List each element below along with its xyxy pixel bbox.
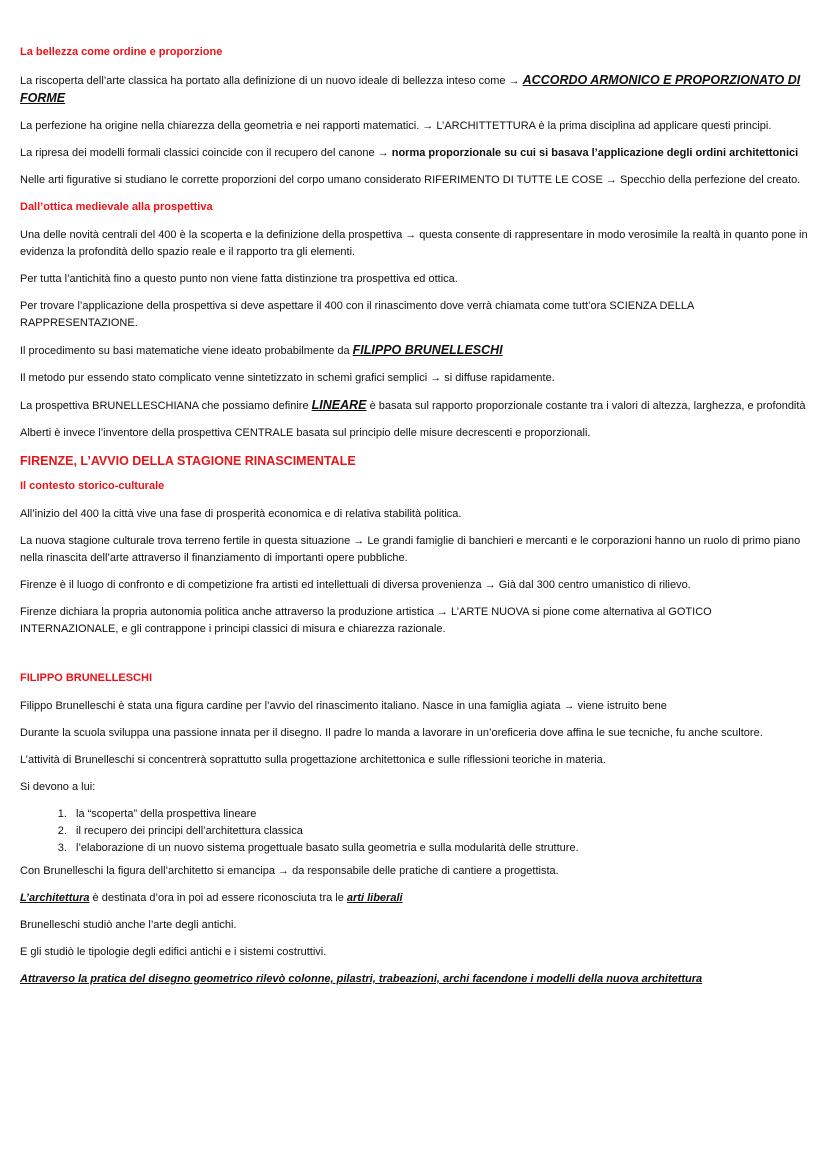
paragraph: Firenze è il luogo di confronto e di competizione fra artisti ed intellettuali di diversa provenienza → Già dal 300 centro umanistico di rilievo. [20,579,691,591]
emphasis-accordo: ACCORDO ARMONICO E PROPORZIONATO DI FORME [20,73,801,105]
paragraph: Una delle novità centrali del 400 è la scoperta e la definizione della prospettiva → questa consente di rappresentare in modo verosimile la realtà in quanto pone in evidenza la profondità dello spazio reale e il rapporto tra gli elementi. [20,229,808,258]
paragraph: Per trovare l’applicazione della prospettiva si deve aspettare il 400 con il rinascimento dove verrà chiamata come tutt’ora SCIENZA DELLA RAPPRESENTAZIONE. [20,300,694,329]
paragraph: Firenze dichiara la propria autonomia politica anche attraverso la produzione artistica → L’ARTE NUOVA si pione come alternativa al GOTICO INTERNAZIONALE, e gli contrappone i principi classici di misura e chiarezza razionale. [20,606,712,635]
paragraph: Brunelleschi studiò anche l’arte degli antichi. [20,919,237,931]
paragraph: Per tutta l’antichità fino a questo punto non viene fatta distinzione tra prospettiva ed ottica. [20,273,458,285]
paragraph: E gli studiò le tipologie degli edifici antichi e i sistemi costruttivi. [20,946,327,958]
subheading-contesto: Il contesto storico-culturale [20,480,165,492]
emphasis-architettura: L’architettura [20,892,90,904]
paragraph: La perfezione ha origine nella chiarezza della geometria e nei rapporti matematici. → L’ARCHITTETTURA è la prima disciplina ad applicare questi principi. [20,120,772,132]
paragraph: Nelle arti figurative si studiano le corrette proporzioni del corpo umano considerato RIFERIMENTO DI TUTTE LE COSE → Specchio della perfezione del creato. [20,174,801,186]
paragraph: L’attività di Brunelleschi si concentrerà soprattutto sulla progettazione architettonica e sulle riflessioni teoriche in materia. [20,754,606,766]
list-item: 1. la “scoperta” della prospettiva lineare [70,806,812,823]
document-page [20,44,812,998]
emphasis-lineare: LINEARE [311,398,367,412]
paragraph: Si devono a lui: [20,781,96,793]
paragraph: Durante la scuola sviluppa una passione innata per il disegno. Il padre lo manda a lavorare in un’oreficeria dove affina le sue tecniche, fu anche scultore. [20,727,763,739]
paragraph: La nuova stagione culturale trova terreno fertile in questa situazione → Le grandi famiglie di banchieri e mercanti e le corporazioni hanno un ruolo di primo piano nella rinascita dell’arte attraverso il finanziamento di importanti opere pubbliche. [20,535,801,564]
heading-firenze: FIRENZE, L’AVVIO DELLA STAGIONE RINASCIMENTALE [20,454,356,468]
emphasis-norma: norma proporzionale su cui si basava l’applicazione degli ordini architettonici [391,147,799,159]
paragraph: Con Brunelleschi la figura dell’architetto si emancipa → da responsabile delle pratiche di cantiere a progettista. [20,865,559,877]
spacer [20,648,812,670]
emphasis-brunelleschi: FILIPPO BRUNELLESCHI [352,343,503,357]
list-item: 2. il recupero dei principi dell’architettura classica [70,823,812,840]
list-item: 3. l’elaborazione di un nuovo sistema progettuale basato sulla geometria e sulla modularità delle strutture. [70,840,812,857]
paragraph: La ripresa dei modelli formali classici coincide con il recupero del canone → norma proporzionale su cui si basava l’applicazione degli ordini architettonici [20,147,799,159]
paragraph: Il metodo pur essendo stato complicato venne sintetizzato in schemi grafici semplici → si diffuse rapidamente. [20,372,555,384]
paragraph: Filippo Brunelleschi è stata una figura cardine per l’avvio del rinascimento italiano. Nasce in una famiglia agiata → viene istruito bene [20,700,667,712]
heading-ottica: Dall’ottica medievale alla prospettiva [20,201,213,213]
paragraph: Il procedimento su basi matematiche viene ideato probabilmente da FILIPPO BRUNELLESCHI [20,343,503,357]
paragraph: L’architettura è destinata d’ora in poi ad essere riconosciuta tra le arti liberali [20,892,403,904]
heading-bellezza: La bellezza come ordine e proporzione [20,46,223,58]
emphasis-arti-liberali: arti liberali [346,892,403,904]
heading-filippo-brunelleschi: FILIPPO BRUNELLESCHI [20,672,153,684]
paragraph: All’inizio del 400 la città vive una fase di prosperità economica e di relativa stabilità politica. [20,508,462,520]
paragraph: La riscoperta dell’arte classica ha portato alla definizione di un nuovo ideale di bellezza inteso come → ACCORDO ARMONICO E PROPORZIONATO DI FORME [20,73,801,105]
numbered-list [20,806,812,857]
paragraph [20,971,812,988]
paragraph: Alberti è invece l’inventore della prospettiva CENTRALE basata sul principio delle misure decrescenti e proporzionali. [20,427,591,439]
paragraph: La prospettiva BRUNELLESCHIANA che possiamo definire LINEARE è basata sul rapporto proporzionale costante tra i valori di altezza, larghezza, e profondità [20,398,806,412]
emphasis-disegno-geometrico: Attraverso la pratica del disegno geometrico rilevò colonne, pilastri, trabeazioni, archi facendone i modelli della nuova architettura [20,973,703,985]
